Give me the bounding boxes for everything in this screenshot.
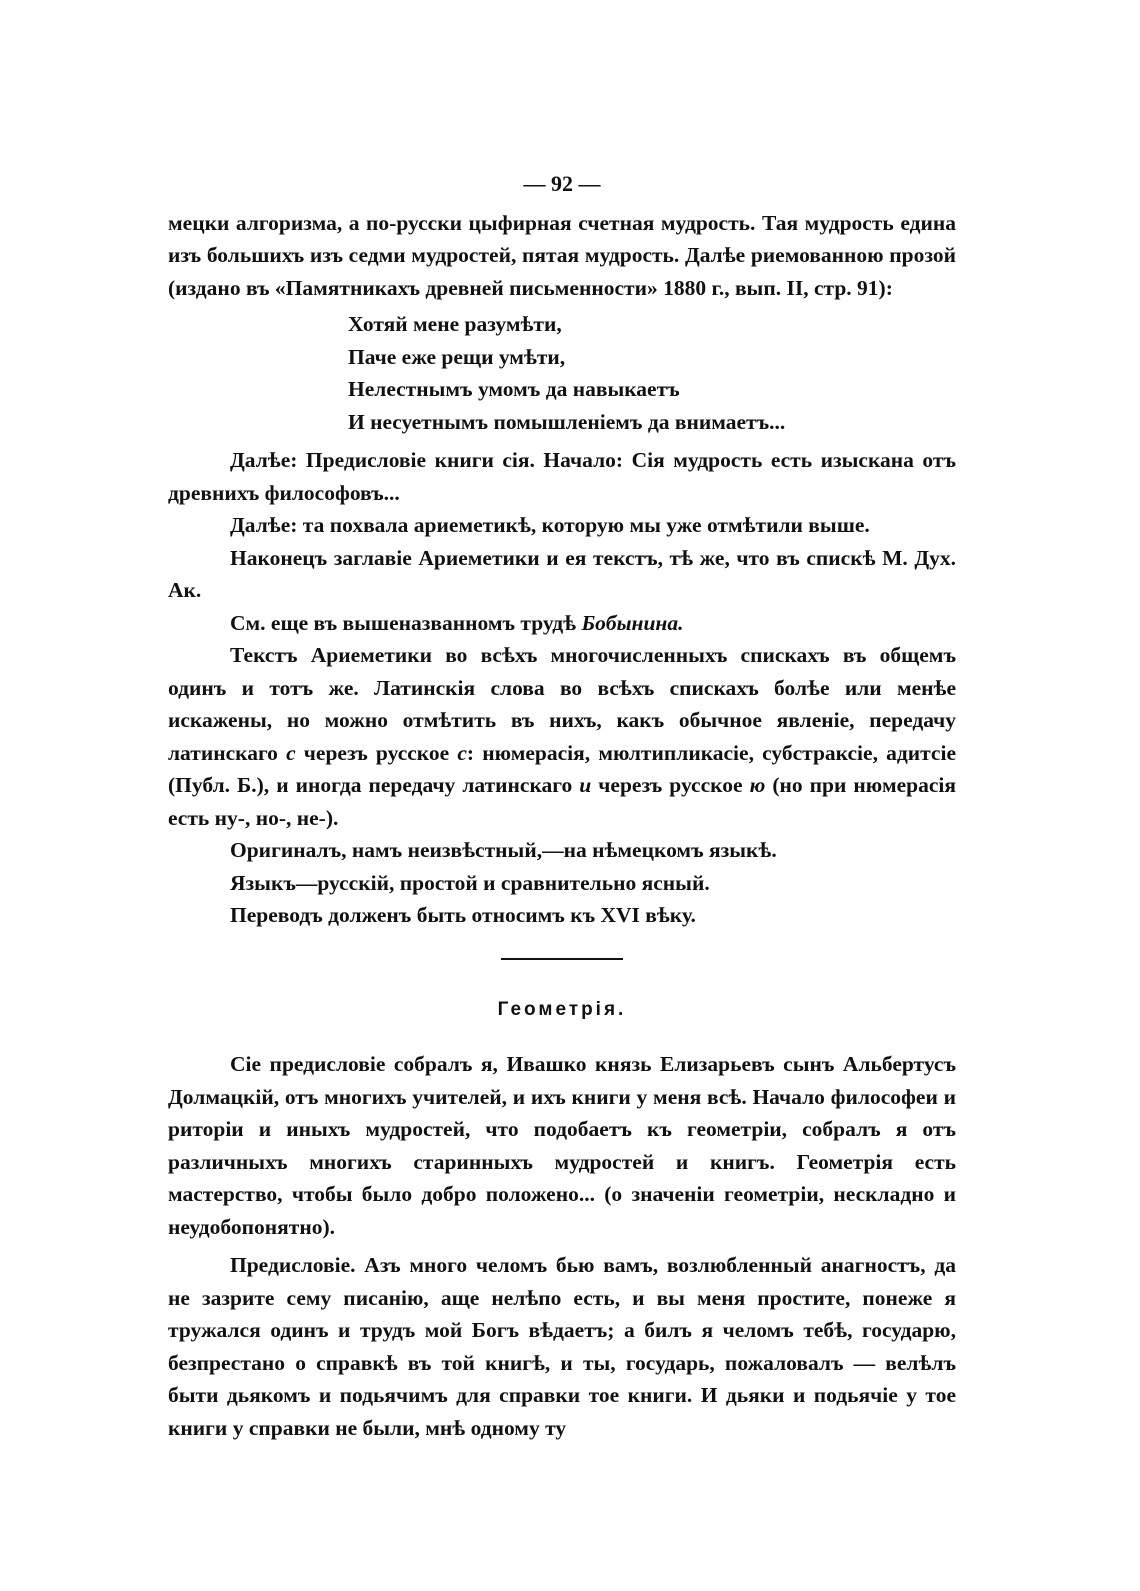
- paragraph: Переводъ долженъ быть относимъ къ XVI вѣку.: [230, 903, 696, 927]
- letter-c-latin: с: [286, 740, 296, 765]
- text-run: Текстъ Ариеметики во всѣхъ многочисленныхъ спискахъ въ общемъ одинъ и тотъ же. Латинскія слова во всѣхъ спискахъ болѣе или менѣе искажены, но можно отмѣтить въ нихъ, какъ обычное явленіе, передачу латинскаго: [168, 643, 956, 765]
- section-divider: [501, 958, 623, 960]
- page-number: — 92 —: [523, 171, 601, 196]
- verse-line: Паче еже рещи умѣти,: [348, 344, 566, 369]
- letter-yu-russian: ю: [749, 773, 766, 797]
- section-title: Геометрія.: [497, 998, 627, 1020]
- paragraph: Далѣе: та похвала ариеметикѣ, которую мы уже отмѣтили выше.: [230, 513, 870, 537]
- verse-line: Нелестнымъ умомъ да навыкаетъ: [348, 377, 680, 401]
- verse-block: [348, 308, 956, 438]
- letter-u-latin: u: [579, 773, 592, 797]
- text-run: (но при нюмерасія есть ну-, но-, не-).: [168, 773, 956, 830]
- letter-c-russian: с: [457, 740, 467, 765]
- see-also-text: См. еще въ вышеназванномъ трудѣ: [230, 610, 582, 635]
- paragraph: Наконецъ заглавіе Ариеметики и ея текстъ, тѣ же, что въ спискѣ М. Дух. Ак.: [168, 545, 956, 602]
- paragraph: Далѣе: Предисловіе книги сія. Начало: Сія мудрость есть изыскана отъ древнихъ философовъ...: [168, 448, 956, 505]
- paragraph: Оригиналъ, намъ неизвѣстный,—на нѣмецкомъ языкѣ.: [230, 838, 777, 862]
- document-page: [168, 168, 956, 1444]
- text-run: : нюмерасія, мюлтипликасіе, субстраксіе, адитсіе (Публ. Б.), и иногда передачу латинскаго: [168, 740, 956, 797]
- paragraph: Языкъ—русскій, простой и сравнительно ясный.: [230, 870, 710, 895]
- see-also-paragraph: [168, 607, 956, 640]
- geometry-paragraph: Предисловіе. Азъ много челомъ бью вамъ, возлюбленный анагностъ, да не зазрите сему писанію, аще нелѣпо есть, и вы меня простите, понеже я тружался одинъ и трудъ мой Богъ вѣдаетъ; а билъ я челомъ тебѣ, государю, безпрестано о справкѣ въ той книгѣ, и ты, государь, пожаловалъ — велѣлъ быти дьякомъ и подьячимъ для справки тое книги. И дьяки и подьячіе у тое книги у справки не были, мнѣ одному ту: [168, 1253, 956, 1440]
- author-name: Бобынина.: [581, 610, 684, 635]
- latin-paragraph: [168, 639, 956, 834]
- text-run: черезъ русское: [591, 773, 750, 797]
- verse-line: Хотяй мене разумѣти,: [348, 312, 562, 336]
- geometry-paragraph: Сіе предисловіе собралъ я, Ивашко князь Елизарьевъ сынъ Альбертусъ Долмацкій, отъ многихъ учителей, и ихъ книги у меня всѣ. Начало философеи и риторіи и иныхъ мудростей, что подобаетъ къ геометріи, собралъ я отъ различныхъ многихъ старинныхъ мудростей и книгъ. Геометрія есть мастерство, чтобы было добро положено... (о значеніи геометріи, нескладно и неудобопонятно).: [168, 1052, 956, 1239]
- text-run: черезъ русское: [295, 740, 458, 765]
- intro-paragraph: мецки алгоризма, а по-русски цыфирная счетная мудрость. Тая мудрость едина изъ большихъ изъ седми мудростей, пятая мудрость. Далѣе риемованною прозой (издано въ «Памятникахъ древней письменности» 1880 г., вып. II, стр. 91):: [168, 210, 956, 300]
- verse-line: И несуетнымъ помышленіемъ да внимаетъ...: [348, 409, 786, 434]
